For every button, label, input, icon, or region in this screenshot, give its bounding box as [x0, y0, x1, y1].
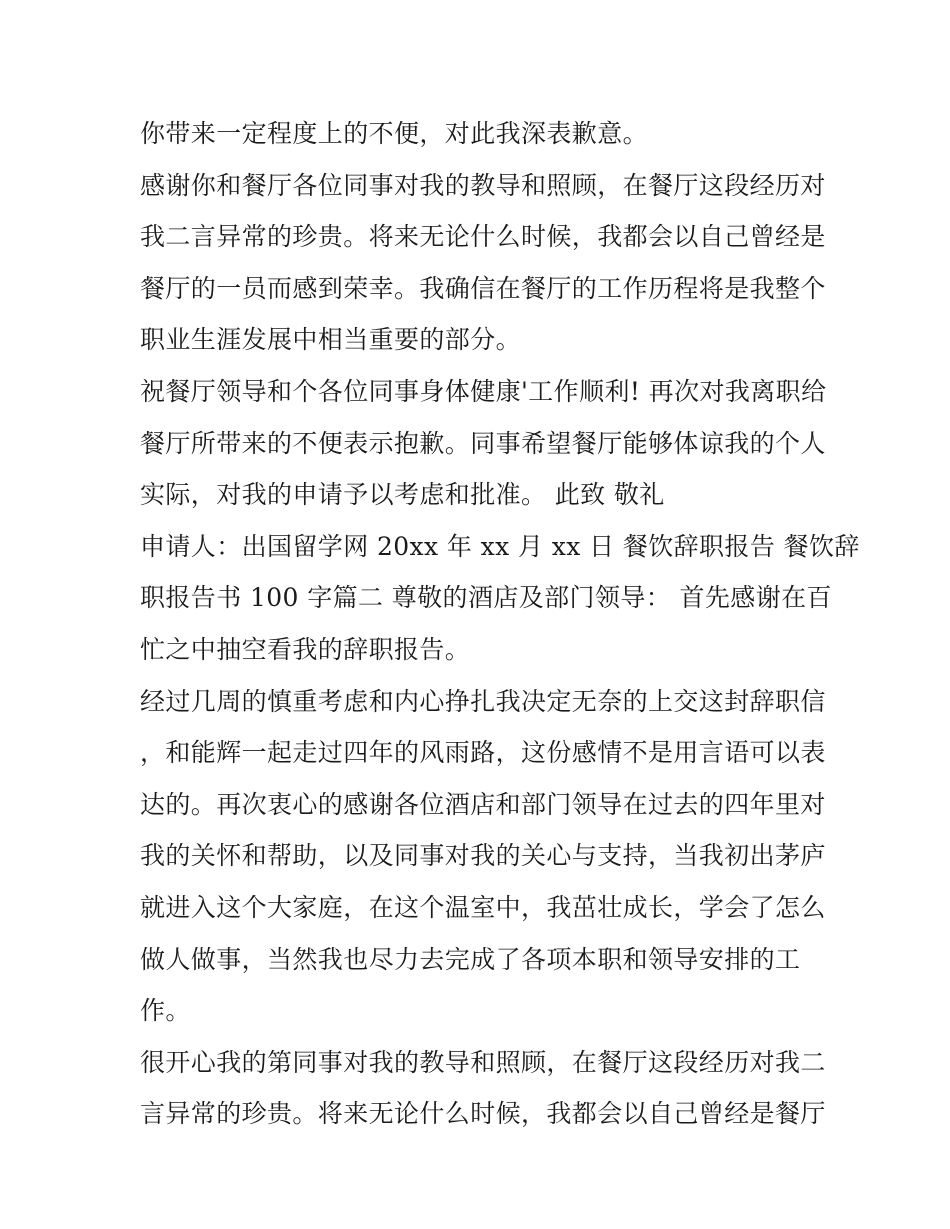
paragraph-thanks	[140, 160, 826, 366]
text-line: 职报告书 100 字篇二 尊敬的酒店及部门领导： 首先感谢在百	[140, 583, 832, 613]
text-line: 作。	[140, 996, 191, 1026]
text-line: 经过几周的慎重考虑和内心挣扎我决定无奈的上交这封辞职信	[140, 686, 826, 716]
text-line: 达的。再次衷心的感谢各位酒店和部门领导在过去的四年里对	[140, 789, 826, 819]
text-line: ，和能辉一起走过四年的风雨路，这份感情不是用言语可以表	[140, 738, 826, 768]
paragraph-reflection	[140, 676, 826, 1037]
text-line: 职业生涯发展中相当重要的部分。	[140, 325, 522, 355]
text-line: 祝餐厅领导和个各位同事身体健康'工作顺利! 再次对我离职给	[140, 376, 827, 406]
text-line: 忙之中抽空看我的辞职报告。	[140, 634, 471, 664]
text-line: 实际，对我的申请予以考虑和批准。 此致 敬礼	[140, 480, 665, 510]
text-line: 餐厅的一员而感到荣幸。我确信在餐厅的工作历程将是我整个	[140, 273, 826, 303]
text-line: 我二言异常的珍贵。将来无论什么时候，我都会以自己曾经是	[140, 222, 826, 252]
paragraph-applicant	[140, 521, 860, 676]
text-line: 你带来一定程度上的不便，对此我深表歉意。	[140, 119, 649, 148]
text-line: 就进入这个大家庭，在这个温室中，我茁壮成长，学会了怎么	[140, 892, 826, 922]
text-line: 言异常的珍贵。将来无论什么时候，我都会以自己曾经是餐厅	[140, 1099, 826, 1129]
document-body	[140, 108, 860, 1140]
text-line: 申请人：出国留学网 20xx 年 xx 月 xx 日 餐饮辞职报告 餐饮辞	[140, 531, 860, 561]
paragraph-wishes	[140, 366, 827, 521]
text-line: 我的关怀和帮助，以及同事对我的关心与支持，当我初出茅庐	[140, 841, 826, 871]
text-line: 很开心我的第同事对我的教导和照顾，在餐厅这段经历对我二	[140, 1047, 826, 1077]
paragraph-apology	[140, 108, 820, 160]
paragraph-gratitude	[140, 1037, 826, 1140]
text-line: 感谢你和餐厅各位同事对我的教导和照顾，在餐厅这段经历对	[140, 170, 826, 200]
text-line: 做人做事，当然我也尽力去完成了各项本职和领导安排的工	[140, 944, 801, 974]
text-line: 餐厅所带来的不便表示抱歉。同事希望餐厅能够体谅我的个人	[140, 428, 826, 458]
